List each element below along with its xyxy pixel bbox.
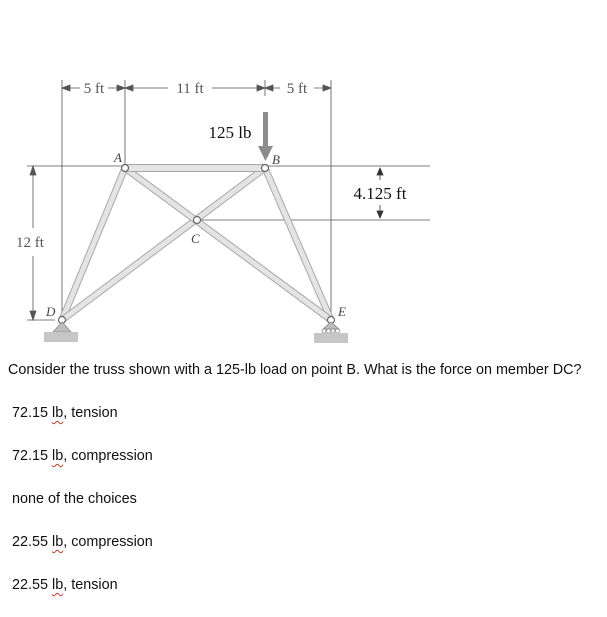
choice-unit: lb xyxy=(52,577,64,593)
load-label: 125 lb xyxy=(208,123,252,142)
joint-a xyxy=(122,165,129,172)
load-arrow-icon xyxy=(258,112,273,161)
choice-unit: lb xyxy=(52,534,64,550)
choice-value: 22.55 xyxy=(12,534,49,550)
choice-unit: lb xyxy=(52,448,64,464)
choice-5[interactable] xyxy=(12,577,118,593)
dim-top-left-label: 5 ft xyxy=(83,81,105,97)
choice-4[interactable] xyxy=(12,534,153,550)
dim-top-right-label: 5 ft xyxy=(286,81,308,97)
point-label-b: B xyxy=(272,152,280,167)
choice-3[interactable] xyxy=(12,491,137,507)
point-label-e: E xyxy=(338,304,346,319)
choice-1[interactable] xyxy=(12,405,118,421)
dim-top-middle-label: 11 ft xyxy=(176,81,204,97)
choice-rest: , compression xyxy=(63,448,153,464)
choice-rest: , tension xyxy=(63,405,118,421)
point-label-d: D xyxy=(46,304,56,319)
question-text: Consider the truss shown with a 125-lb load on point B. What is the force on member DC? xyxy=(8,362,582,378)
choice-value: 72.15 xyxy=(12,405,49,421)
choice-rest: , compression xyxy=(63,534,153,550)
point-label-a: A xyxy=(114,150,122,165)
choice-unit: lb xyxy=(52,405,64,421)
choice-value: 22.55 xyxy=(12,577,49,593)
choice-2[interactable] xyxy=(12,448,153,464)
joint-c xyxy=(194,217,201,224)
dim-right-height-label: 4.125 ft xyxy=(353,184,407,203)
choice-value: 72.15 xyxy=(12,448,49,464)
dim-left-height-label: 12 ft xyxy=(16,235,44,251)
roller-support-icon xyxy=(314,322,348,343)
joint-b xyxy=(262,165,269,172)
choice-value: none of the choices xyxy=(12,491,137,507)
choice-rest: , tension xyxy=(63,577,118,593)
pin-support-icon xyxy=(44,322,78,342)
point-label-c: C xyxy=(191,231,200,246)
